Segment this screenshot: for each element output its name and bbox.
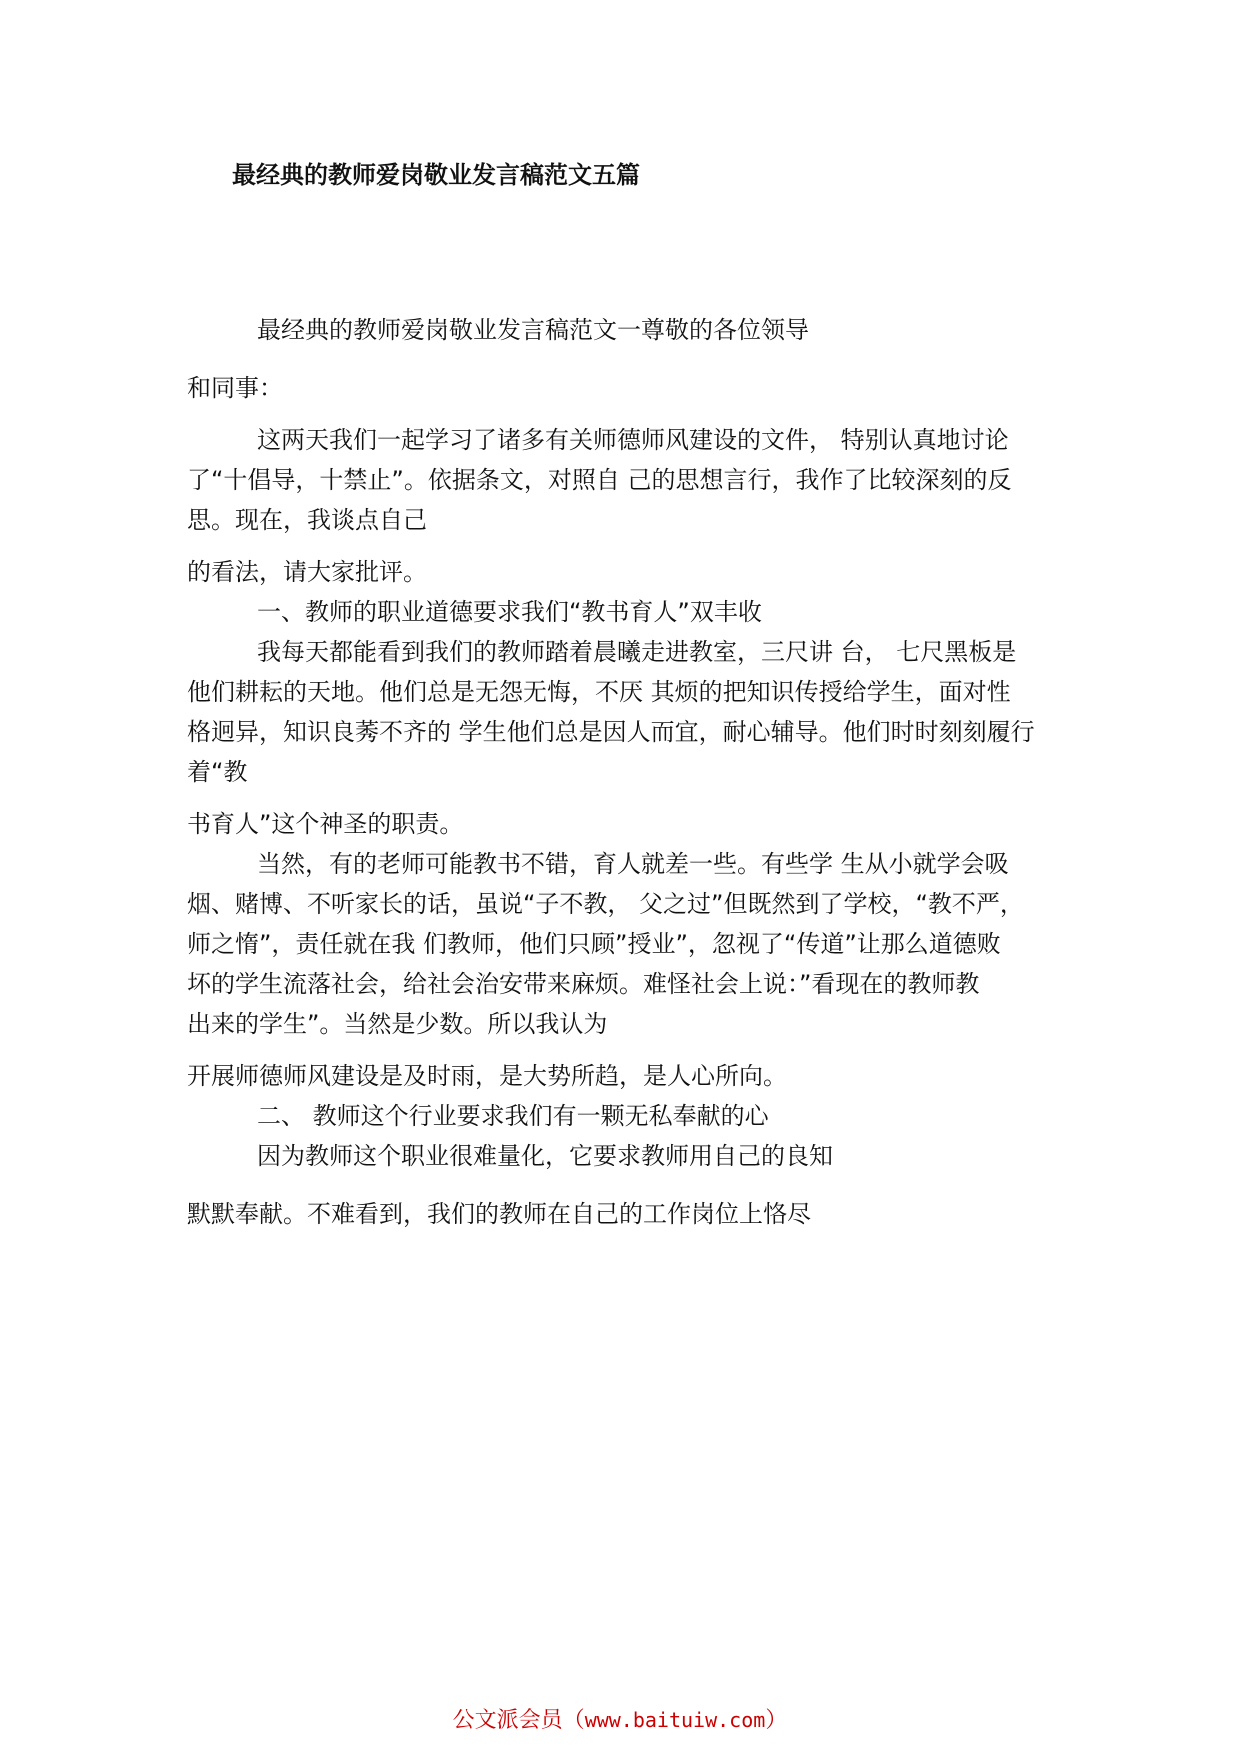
paragraph-line: 烟、赌博、不听家长的话，虽说“子不教， 父之过”但既然到了学校，“教不严， [187, 890, 1024, 918]
paragraph-line: 师之惰”，责任就在我 们教师，他们只顾”授业”，忽视了“传道”让那么道德败 [187, 930, 1001, 958]
footer-site-link[interactable]: www.baituiw.com [584, 1708, 766, 1732]
paragraph-line: 最经典的教师爱岗敬业发言稿范文一尊敬的各位领导 [257, 316, 809, 344]
footer-label: 公文派会员（ [452, 1708, 585, 1733]
paragraph-line: 和同事： [187, 374, 283, 402]
paragraph-line: 因为教师这个职业很难量化，它要求教师用自己的良知 [257, 1142, 833, 1170]
paragraph-line: 开展师德师风建设是及时雨，是大势所趋，是人心所向。 [187, 1062, 787, 1090]
section-heading: 一、教师的职业道德要求我们“教书育人”双丰收 [257, 598, 762, 626]
paragraph-line: 坏的学生流落社会，给社会治安带来麻烦。难怪社会上说：”看现在的教师教 [187, 970, 980, 998]
paragraph-line: 他们耕耘的天地。他们总是无怨无悔，不厌 其烦的把知识传授给学生，面对性 [187, 678, 1011, 706]
paragraph-line: 书育人”这个神圣的职责。 [187, 810, 464, 838]
paragraph-line: 格迥异，知识良莠不齐的 学生他们总是因人而宜，耐心辅导。他们时时刻刻履行 [187, 718, 1035, 746]
paragraph-line: 了“十倡导，十禁止”。依据条文，对照自 己的思想言行，我作了比较深刻的反 [187, 466, 1012, 494]
footer-watermark [0, 1703, 1240, 1734]
paragraph-line: 这两天我们一起学习了诸多有关师德师风建设的文件， 特别认真地讨论 [257, 426, 1009, 454]
paragraph-line: 当然，有的老师可能教书不错，育人就差一些。有些学 生从小就学会吸 [257, 850, 1009, 878]
paragraph-line: 着“教 [187, 758, 248, 786]
paragraph-line: 我每天都能看到我们的教师踏着晨曦走进教室，三尺讲 台， 七尺黑板是 [257, 638, 1017, 666]
paragraph-line: 的看法，请大家批评。 [187, 558, 427, 586]
document-body [187, 310, 1062, 1234]
footer-close: ） [765, 1708, 788, 1733]
paragraph-line: 默默奉献。不难看到，我们的教师在自己的工作岗位上恪尽 [187, 1200, 811, 1228]
section-heading: 二、 教师这个行业要求我们有一颗无私奉献的心 [257, 1102, 769, 1130]
paragraph-line: 出来的学生”。当然是少数。所以我认为 [187, 1010, 608, 1038]
document-title: 最经典的教师爱岗敬业发言稿范文五篇 [232, 161, 640, 189]
paragraph-line: 思。现在，我谈点自己 [187, 506, 427, 534]
